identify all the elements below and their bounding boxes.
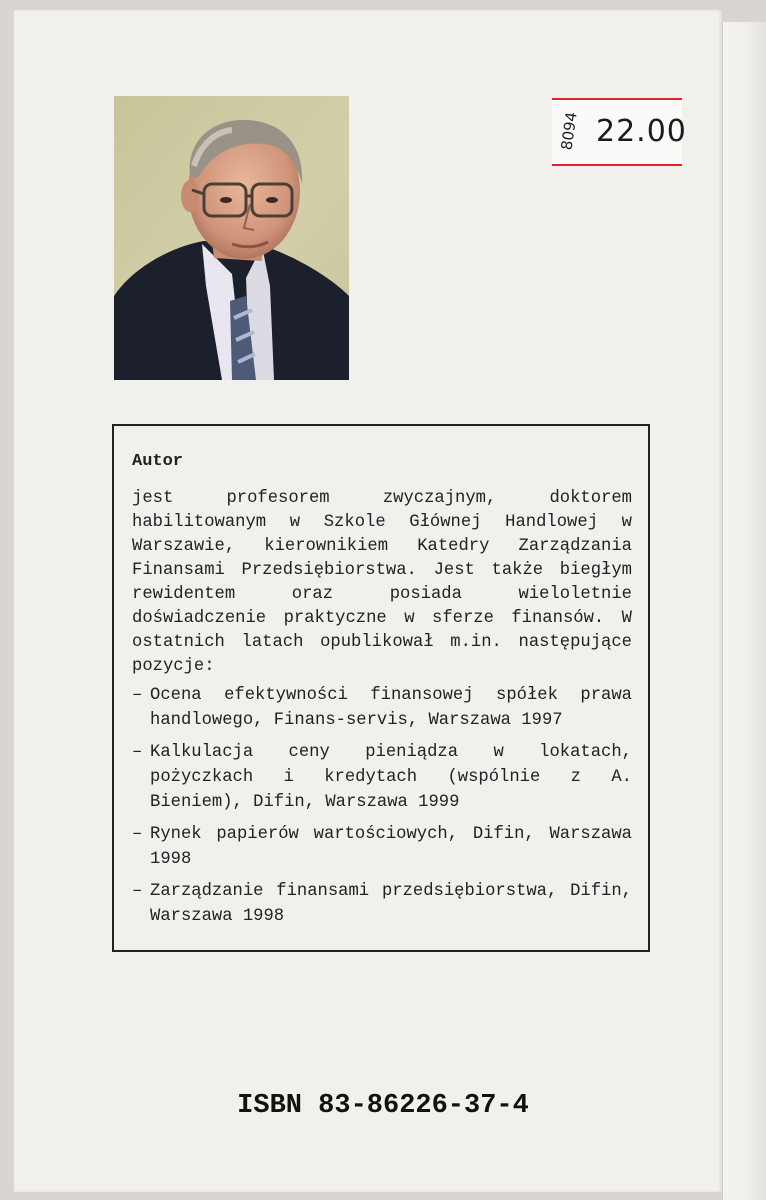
author-info-box (112, 424, 650, 952)
price-sticker-code: 8094 (557, 110, 581, 152)
price-sticker-price: 22.00 (596, 114, 687, 149)
publication-list (132, 683, 632, 929)
list-item: – Ocena efektywności finansowej spółek prawa handlowego, Finans-servis, Warszawa 1997 (132, 686, 632, 730)
price-sticker (552, 98, 687, 166)
page-edge (722, 22, 766, 1200)
author-portrait-illustration (114, 96, 349, 380)
author-photo (114, 96, 349, 380)
author-heading: Autor (132, 452, 184, 471)
list-item: – Rynek papierów wartościowych, Difin, Warszawa 1998 (132, 825, 632, 869)
isbn-number: ISBN 83-86226-37-4 (237, 1091, 529, 1121)
author-bio: jest profesorem zwyczajnym, doktorem habilitowanym w Szkole Głównej Handlowej w Warszawie, kierownikiem Katedry Zarządzania Finansami Przedsiębiorstwa. Jest także biegłym rewidentem oraz posiada wieloletnie doświadczenie praktyczne w sferze finansów. W ostatnich latach opublikował m.in. następujące pozycje: (132, 489, 632, 676)
list-item: – Zarządzanie finansami przedsiębiorstwa, Difin, Warszawa 1998 (132, 882, 632, 926)
list-item: – Kalkulacja ceny pieniądza w lokatach, pożyczkach i kredytach (wspólnie z A. Bieniem), Difin, Warszawa 1999 (132, 743, 632, 812)
